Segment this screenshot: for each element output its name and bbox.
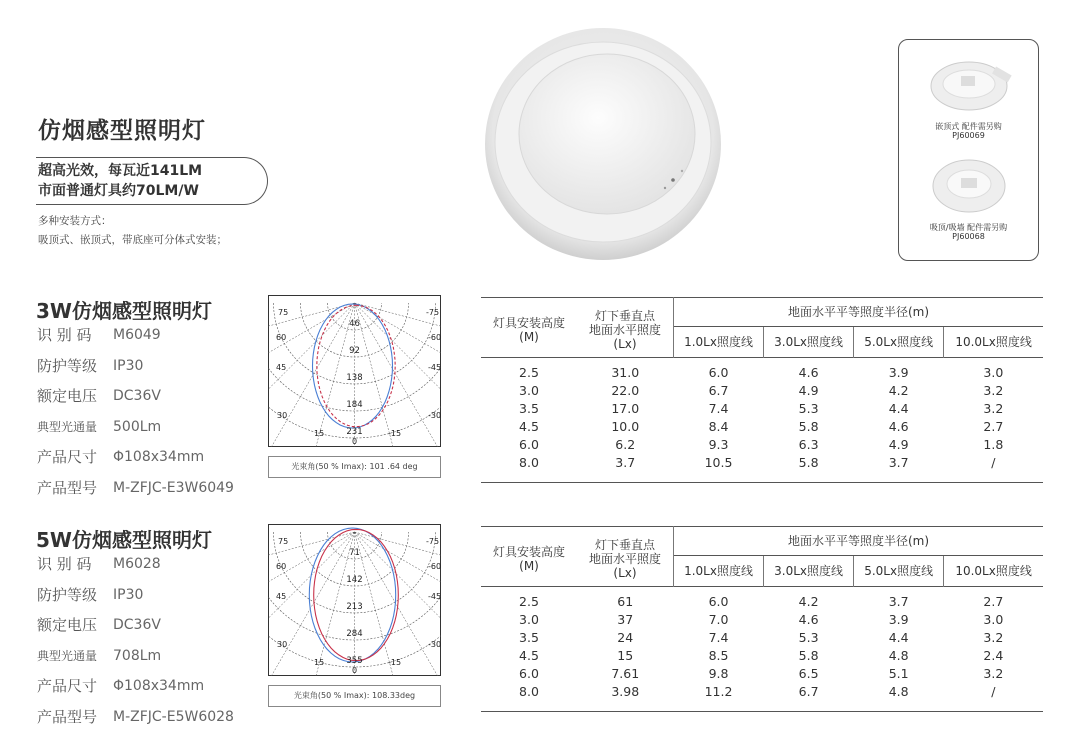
polar-angle-label: 0	[352, 437, 357, 446]
polar-ring-label: 231	[346, 427, 362, 437]
polar-angle-label: -15	[388, 658, 401, 667]
col-3lx: 3.0Lx照度线	[764, 327, 854, 358]
table-cell: 5.3	[764, 400, 854, 418]
polar-angle-label: -15	[388, 429, 401, 438]
polar-ring-label: 138	[346, 373, 362, 383]
table-cell: 4.2	[854, 382, 944, 400]
accessory-1-code: PJ60069	[899, 131, 1038, 140]
product-5w-specs	[37, 549, 234, 732]
table-row	[481, 418, 1043, 436]
spec-label: 防护等级	[37, 580, 113, 611]
table-cell: 17.0	[577, 400, 674, 418]
recessed-mount-accessory-image	[921, 46, 1017, 118]
accessory-2-code: PJ60068	[899, 232, 1038, 241]
col-height-header: 灯具安装高度	[481, 545, 577, 559]
polar-angle-label: -75	[426, 537, 439, 546]
table-cell: 3.0	[944, 358, 1043, 383]
table-cell: 3.0	[944, 611, 1043, 629]
table-cell: 2.4	[944, 647, 1043, 665]
table-cell: 5.1	[854, 665, 944, 683]
table-cell: 2.5	[481, 587, 577, 612]
polar-ring-label: 71	[349, 548, 360, 558]
table-cell: 9.3	[674, 436, 764, 454]
table-cell: 4.8	[854, 683, 944, 712]
table-cell: 4.9	[854, 436, 944, 454]
table-cell: 3.2	[944, 400, 1043, 418]
spec-value: IP30	[113, 351, 143, 382]
polar-angle-label: -45	[428, 363, 441, 372]
col-5lx: 5.0Lx照度线	[854, 327, 944, 358]
highlight-line-1: 超高光效，每瓦近141LM	[38, 161, 267, 181]
table-cell: 11.2	[674, 683, 764, 712]
table-cell: 3.98	[577, 683, 674, 712]
polar-angle-label: 15	[314, 658, 324, 667]
polar-angle-label: 45	[276, 592, 286, 601]
polar-angle-label: 15	[314, 429, 324, 438]
polar-ring-label: 355	[346, 656, 362, 666]
spec-value: Φ108x34mm	[113, 442, 204, 473]
table-cell: 6.0	[481, 665, 577, 683]
spec-label: 额定电压	[37, 610, 113, 641]
table-cell: 5.8	[764, 647, 854, 665]
table-cell: 6.7	[764, 683, 854, 712]
col-1lx: 1.0Lx照度线	[674, 556, 764, 587]
table-cell: 8.5	[674, 647, 764, 665]
polar-ring-label: 284	[346, 629, 362, 639]
col-center-unit: (Lx)	[577, 566, 673, 580]
table-row	[481, 587, 1043, 612]
spec-label: 防护等级	[37, 351, 113, 382]
table-cell: 10.5	[674, 454, 764, 483]
accessories-panel	[898, 39, 1039, 261]
table-row	[481, 436, 1043, 454]
table-cell: 3.2	[944, 382, 1043, 400]
table-cell: 3.0	[481, 382, 577, 400]
table-row	[481, 358, 1043, 383]
table-body-3w	[481, 358, 1043, 483]
polar-ring-label: 46	[349, 319, 360, 329]
spec-value: DC36V	[113, 610, 161, 641]
product-3w-title: 3W仿烟感型照明灯	[36, 295, 212, 324]
table-cell: 4.2	[764, 587, 854, 612]
table-cell: 7.0	[674, 611, 764, 629]
polar-angle-label: 30	[277, 411, 287, 420]
table-cell: 6.0	[674, 358, 764, 383]
beam-angle-3w: 光束角(50 % Imax): 101 .64 deg	[268, 456, 441, 478]
col-center-header-2: 地面水平照度	[577, 323, 673, 337]
spec-value: 500Lm	[113, 412, 161, 443]
table-cell: 1.8	[944, 436, 1043, 454]
col-10lx: 10.0Lx照度线	[944, 327, 1043, 358]
table-cell: 6.0	[481, 436, 577, 454]
col-center-header: 灯下垂直点	[577, 309, 673, 323]
table-cell: 6.5	[764, 665, 854, 683]
spec-value: M-ZFJC-E3W6049	[113, 473, 234, 504]
table-cell: 8.0	[481, 683, 577, 712]
polar-angle-label: 60	[276, 562, 286, 571]
table-row	[481, 647, 1043, 665]
polar-ring-label: 142	[346, 575, 362, 585]
spec-value: M6028	[113, 549, 161, 580]
install-line-2: 吸顶式、嵌顶式，带底座可分体式安装；	[38, 231, 227, 250]
table-cell: 3.0	[481, 611, 577, 629]
accessory-1-caption: 嵌顶式 配件需另购	[899, 122, 1038, 131]
col-5lx: 5.0Lx照度线	[854, 556, 944, 587]
col-height-unit: (M)	[481, 559, 577, 573]
col-radius-header: 地面水平平等照度半径(m)	[674, 298, 1044, 327]
table-cell: 9.8	[674, 665, 764, 683]
spec-label: 产品尺寸	[37, 442, 113, 473]
polar-angle-label: -60	[428, 562, 441, 571]
table-cell: 4.6	[764, 611, 854, 629]
table-row	[481, 400, 1043, 418]
install-methods	[38, 212, 227, 250]
table-cell: 3.9	[854, 611, 944, 629]
product-3w-specs	[37, 320, 234, 503]
table-cell: 24	[577, 629, 674, 647]
polar-diagram-5w	[268, 524, 441, 676]
spec-label: 识 别 码	[37, 320, 113, 351]
table-cell: 6.2	[577, 436, 674, 454]
table-cell: 2.7	[944, 587, 1043, 612]
table-cell: 2.7	[944, 418, 1043, 436]
table-cell: /	[944, 454, 1043, 483]
product-photo	[475, 22, 725, 262]
col-1lx: 1.0Lx照度线	[674, 327, 764, 358]
polar-ring-label: 213	[346, 602, 362, 612]
spec-label: 产品型号	[37, 702, 113, 732]
table-cell: 4.5	[481, 647, 577, 665]
spec-label: 额定电压	[37, 381, 113, 412]
polar-diagram-3w	[268, 295, 441, 447]
illuminance-table-5w	[481, 526, 1043, 712]
col-height-header: 灯具安装高度	[481, 316, 577, 330]
table-cell: 2.5	[481, 358, 577, 383]
polar-ring-label: 92	[349, 346, 360, 356]
table-cell: 37	[577, 611, 674, 629]
table-cell: 4.4	[854, 400, 944, 418]
table-cell: 22.0	[577, 382, 674, 400]
table-row	[481, 454, 1043, 483]
accessory-2-caption: 吸顶/吸墙 配件需另购	[899, 223, 1038, 232]
table-cell: 5.8	[764, 454, 854, 483]
polar-angle-label: -45	[428, 592, 441, 601]
table-cell: 3.5	[481, 400, 577, 418]
col-center-unit: (Lx)	[577, 337, 673, 351]
beam-angle-5w: 光束角(50 % Imax): 108.33deg	[268, 685, 441, 707]
spec-label: 产品型号	[37, 473, 113, 504]
surface-mount-accessory-image	[925, 150, 1013, 220]
table-cell: 3.7	[577, 454, 674, 483]
polar-angle-label: 75	[278, 537, 288, 546]
table-cell: 6.0	[674, 587, 764, 612]
col-height-unit: (M)	[481, 330, 577, 344]
polar-angle-label: 0	[352, 666, 357, 675]
polar-ring-label: 184	[346, 400, 362, 410]
polar-angle-label: 45	[276, 363, 286, 372]
table-cell: 8.0	[481, 454, 577, 483]
spec-label: 产品尺寸	[37, 671, 113, 702]
table-cell: 5.3	[764, 629, 854, 647]
table-cell: 7.4	[674, 629, 764, 647]
table-cell: 3.9	[854, 358, 944, 383]
polar-angle-label: -60	[428, 333, 441, 342]
illuminance-table-3w	[481, 297, 1043, 483]
table-cell: 15	[577, 647, 674, 665]
table-row	[481, 382, 1043, 400]
table-cell: 3.7	[854, 587, 944, 612]
table-row	[481, 665, 1043, 683]
polar-angle-label: -30	[428, 411, 441, 420]
page-title: 仿烟感型照明灯	[38, 112, 206, 145]
table-cell: 6.7	[674, 382, 764, 400]
table-cell: 4.6	[764, 358, 854, 383]
table-cell: 4.4	[854, 629, 944, 647]
spec-label: 典型光通量	[37, 412, 113, 443]
col-3lx: 3.0Lx照度线	[764, 556, 854, 587]
spec-value: M-ZFJC-E5W6028	[113, 702, 234, 732]
col-10lx: 10.0Lx照度线	[944, 556, 1043, 587]
table-cell: 4.5	[481, 418, 577, 436]
table-cell: 3.7	[854, 454, 944, 483]
col-center-header: 灯下垂直点	[577, 538, 673, 552]
polar-angle-label: 75	[278, 308, 288, 317]
table-cell: 8.4	[674, 418, 764, 436]
table-cell: 61	[577, 587, 674, 612]
polar-angle-label: 60	[276, 333, 286, 342]
install-line-1: 多种安装方式：	[38, 212, 227, 231]
table-cell: 31.0	[577, 358, 674, 383]
polar-angle-label: 30	[277, 640, 287, 649]
spec-label: 典型光通量	[37, 641, 113, 672]
table-cell: 4.9	[764, 382, 854, 400]
spec-value: IP30	[113, 580, 143, 611]
table-cell: 5.8	[764, 418, 854, 436]
col-radius-header: 地面水平平等照度半径(m)	[674, 527, 1044, 556]
table-body-5w	[481, 587, 1043, 712]
spec-label: 识 别 码	[37, 549, 113, 580]
table-cell: 6.3	[764, 436, 854, 454]
highlight-line-2: 市面普通灯具约70LM/W	[38, 181, 267, 201]
table-cell: 10.0	[577, 418, 674, 436]
table-cell: 3.2	[944, 629, 1043, 647]
spec-value: Φ108x34mm	[113, 671, 204, 702]
table-cell: 4.8	[854, 647, 944, 665]
table-cell: 3.2	[944, 665, 1043, 683]
table-row	[481, 683, 1043, 712]
table-row	[481, 611, 1043, 629]
table-cell: 7.4	[674, 400, 764, 418]
col-center-header-2: 地面水平照度	[577, 552, 673, 566]
product-5w-title: 5W仿烟感型照明灯	[36, 524, 212, 553]
table-cell: 4.6	[854, 418, 944, 436]
table-row	[481, 629, 1043, 647]
table-cell: 7.61	[577, 665, 674, 683]
spec-value: 708Lm	[113, 641, 161, 672]
table-cell: 3.5	[481, 629, 577, 647]
efficacy-highlight	[36, 157, 268, 205]
table-cell: /	[944, 683, 1043, 712]
spec-value: DC36V	[113, 381, 161, 412]
polar-angle-label: -30	[428, 640, 441, 649]
spec-value: M6049	[113, 320, 161, 351]
polar-angle-label: -75	[426, 308, 439, 317]
